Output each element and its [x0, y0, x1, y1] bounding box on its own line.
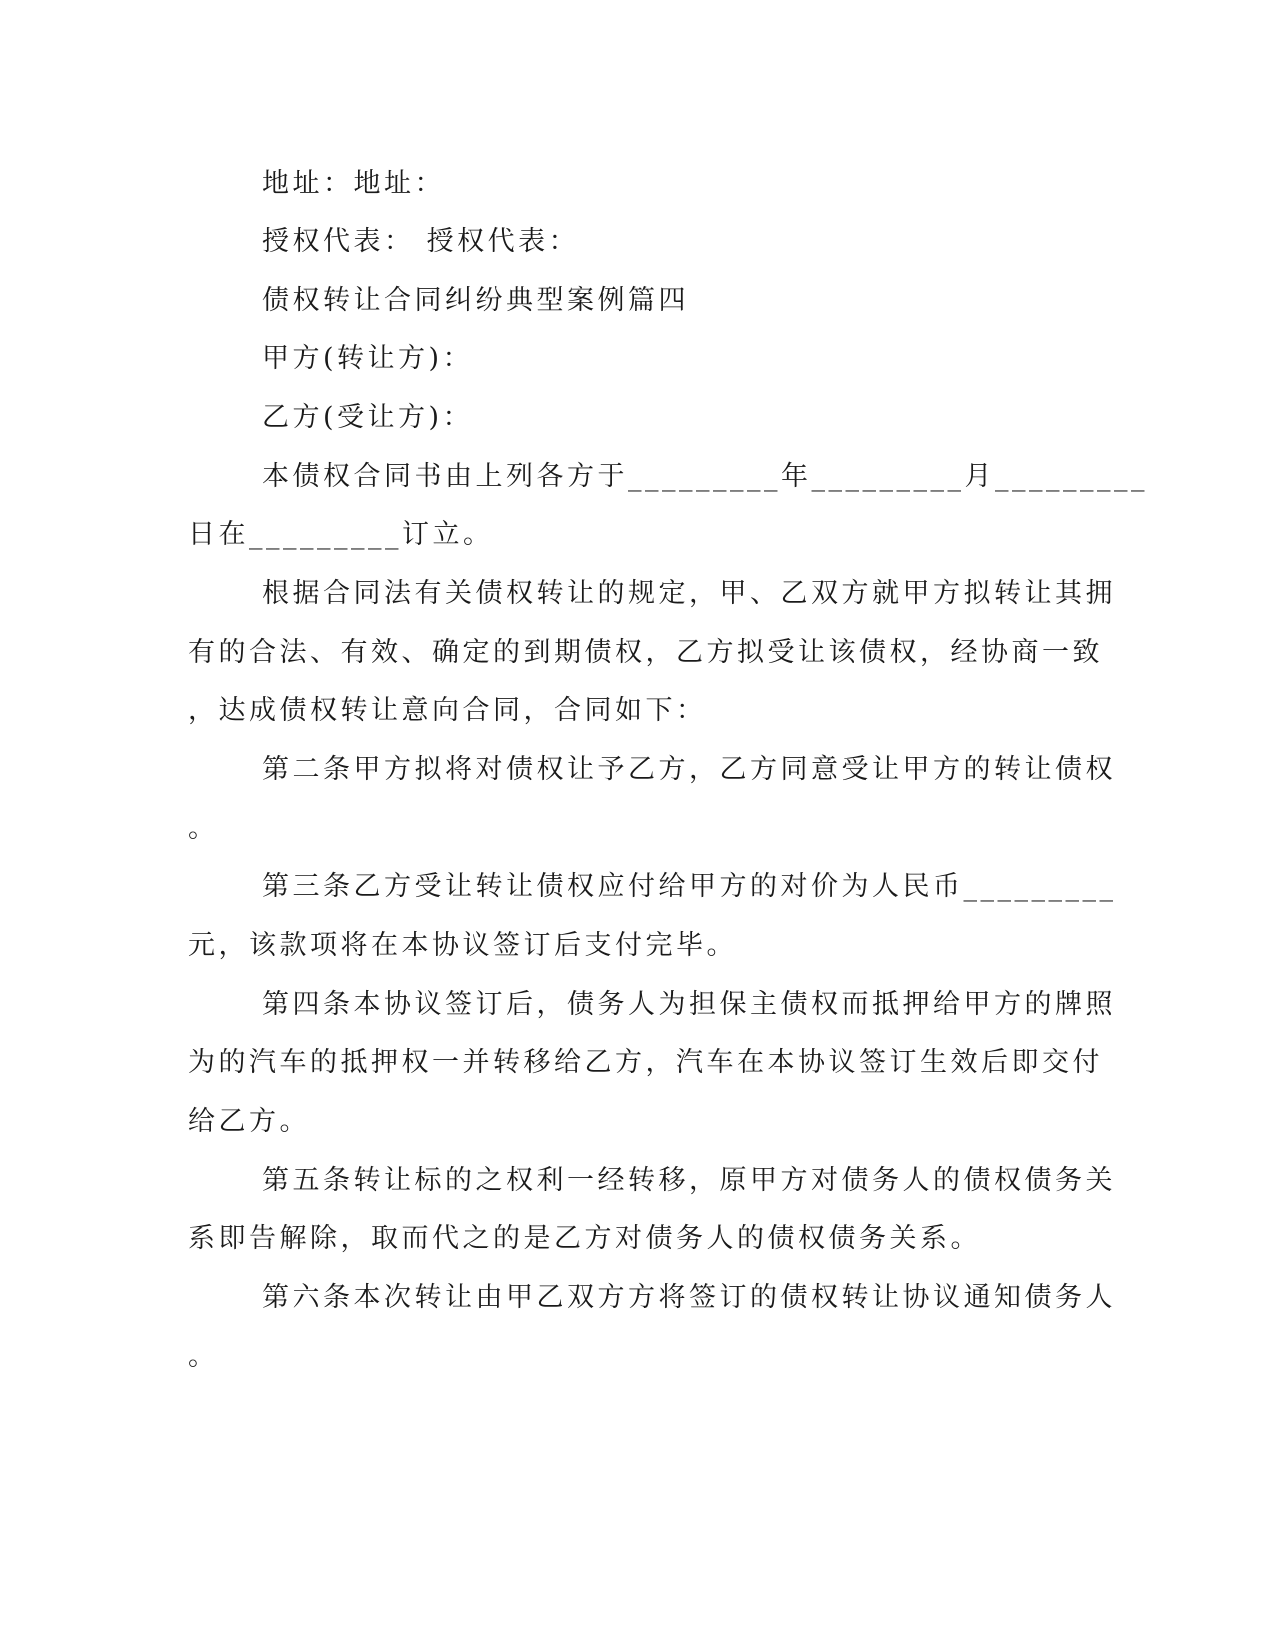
intro-line: 日在_________订立。 — [188, 519, 494, 550]
article-2-line: 。 — [188, 813, 219, 844]
representative-line: 授权代表： 授权代表： — [262, 226, 580, 257]
article-3-line: 元，该款项将在本协议签订后支付完毕。 — [188, 930, 737, 961]
article-4-line: 为的汽车的抵押权一并转移给乙方，汽车在本协议签订生效后即交付 — [188, 1047, 1103, 1078]
article-6-line: 第六条本次转让由甲乙双方方将签订的债权转让协议通知债务人 — [262, 1282, 1116, 1313]
address-line: 地址：地址： — [262, 168, 445, 199]
article-3-line: 第三条乙方受让转让债权应付给甲方的对价为人民币_________ — [262, 871, 1117, 902]
intro-line: 本债权合同书由上列各方于_________年_________月_________ — [262, 461, 1148, 492]
basis-line: ，达成债权转让意向合同，合同如下： — [188, 695, 707, 726]
party-a-line: 甲方(转让方)： — [262, 343, 474, 374]
section-title: 债权转让合同纠纷典型案例篇四 — [262, 285, 689, 316]
article-6-line: 。 — [188, 1341, 219, 1372]
basis-line: 有的合法、有效、确定的到期债权，乙方拟受让该债权，经协商一致 — [188, 637, 1103, 668]
article-2-line: 第二条甲方拟将对债权让予乙方，乙方同意受让甲方的转让债权 — [262, 754, 1116, 785]
article-4-line: 第四条本协议签订后，债务人为担保主债权而抵押给甲方的牌照 — [262, 989, 1116, 1020]
article-5-line: 第五条转让标的之权利一经转移，原甲方对债务人的债权债务关 — [262, 1165, 1116, 1196]
basis-line: 根据合同法有关债权转让的规定，甲、乙双方就甲方拟转让其拥 — [262, 578, 1116, 609]
party-b-line: 乙方(受让方)： — [262, 402, 474, 433]
article-4-line: 给乙方。 — [188, 1106, 310, 1137]
article-5-line: 系即告解除，取而代之的是乙方对债务人的债权债务关系。 — [188, 1223, 981, 1254]
